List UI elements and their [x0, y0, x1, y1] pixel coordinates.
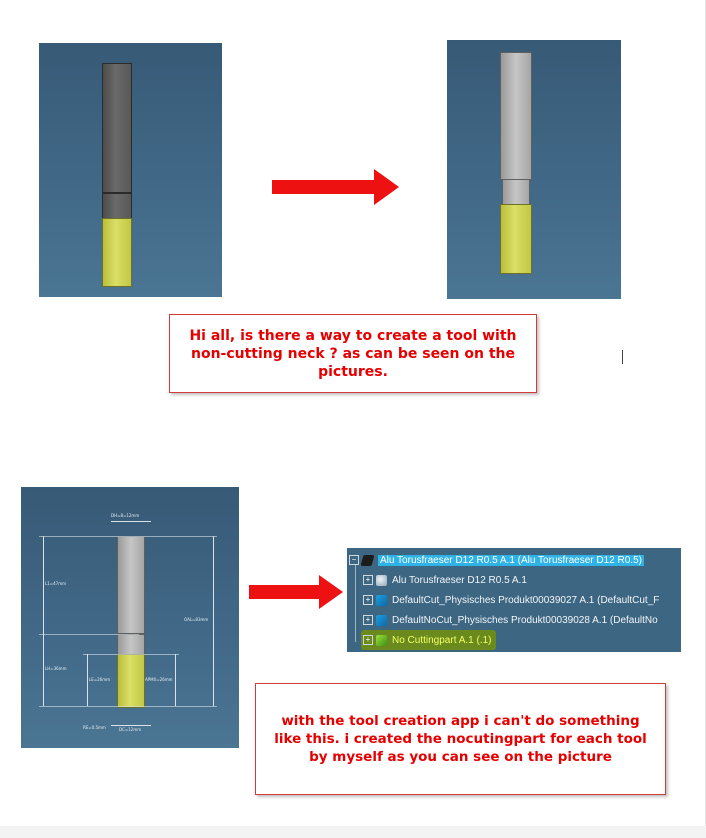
expand-icon[interactable]: +: [363, 635, 373, 645]
tree-item-label: DefaultCut_Physisches Produkt00039027 A.1 (DefaultCut_F: [392, 594, 660, 606]
dimension-line-l1: [43, 536, 44, 634]
tool-shank: [500, 52, 532, 180]
dimension-line-oal: [213, 536, 214, 706]
expand-icon[interactable]: +: [363, 615, 373, 625]
tool-cutting-part: [117, 654, 145, 708]
expand-icon[interactable]: +: [363, 595, 373, 605]
cut-part-icon: [376, 595, 387, 606]
tool-neck: [102, 193, 132, 219]
tree-item[interactable]: [363, 592, 659, 608]
red-arrow-right-icon: [249, 574, 345, 610]
product-icon: [376, 575, 387, 586]
dim-label-oal: OAL=83mm: [184, 617, 209, 622]
extension-line-bottom: [39, 706, 217, 707]
extension-line-cutter: [83, 654, 179, 655]
tree-connector: [355, 564, 356, 642]
dim-label-lh: LH=36mm: [45, 666, 67, 671]
text-cursor: [622, 350, 623, 364]
tool-shank: [117, 536, 145, 634]
tool-non-cutting-neck: [502, 179, 530, 205]
tree-item-label: Alu Torusfraeser D12 R0.5 A.1 (Alu Torusfraeser D12 R0.5): [380, 554, 642, 566]
tree-item-label: No Cuttingpart A.1 (.1): [392, 634, 492, 646]
tool-cutting-part: [500, 204, 532, 274]
question-text: Hi all, is there a way to create a tool with non-cutting neck ? as can be seen on the pictures.: [189, 327, 517, 380]
page-bottom-edge: [0, 826, 706, 838]
explanation-callout: [255, 683, 666, 795]
dim-label-le: LE=26mm: [89, 677, 110, 682]
dim-label-apmx: APMX=26mm: [145, 677, 173, 682]
red-arrow-right-icon: [272, 167, 402, 207]
extension-line-neck: [39, 634, 139, 635]
explanation-text: with the tool creation app i can't do something like this. i created the nocutingpart for each tool by myself as you can see on the picture: [274, 713, 647, 765]
cad-viewport-desired-tool: [447, 40, 621, 299]
dim-label-re: RE=0.5mm: [83, 725, 106, 730]
dimension-line-dc: [111, 725, 151, 726]
expand-icon[interactable]: +: [363, 575, 373, 585]
dim-label-dc: DC=12mm: [119, 727, 142, 732]
dimension-line-le: [87, 654, 88, 706]
tool-cutting-part: [102, 218, 132, 287]
extension-line-top: [39, 536, 217, 537]
tool-neck: [117, 634, 145, 655]
question-callout: [169, 314, 537, 393]
tree-item[interactable]: [363, 572, 527, 588]
dimension-line-lh: [43, 634, 44, 706]
cad-viewport-original-tool: [39, 43, 222, 297]
specification-tree: [347, 548, 681, 652]
collapse-icon[interactable]: −: [349, 555, 359, 565]
tool-shank: [102, 63, 132, 193]
tree-item-root[interactable]: [349, 552, 644, 568]
dim-label-l1: L1=47mm: [45, 581, 67, 586]
green-part-icon: [376, 635, 387, 646]
tree-item-label: Alu Torusfraeser D12 R0.5 A.1: [392, 574, 527, 586]
dimension-line-top: [111, 521, 151, 522]
tree-item-label: DefaultNoCut_Physisches Produkt00039028 A.1 (DefaultNo: [392, 614, 658, 626]
tree-item[interactable]: [363, 612, 658, 628]
dimension-line-apmx: [175, 654, 176, 706]
root-product-icon: [361, 555, 375, 566]
tree-item-highlighted[interactable]: [361, 630, 496, 650]
dim-label-top-diameter: DH=8=12mm: [111, 513, 140, 518]
cut-part-icon: [376, 615, 387, 626]
cad-viewport-dimension-drawing: [21, 487, 239, 748]
